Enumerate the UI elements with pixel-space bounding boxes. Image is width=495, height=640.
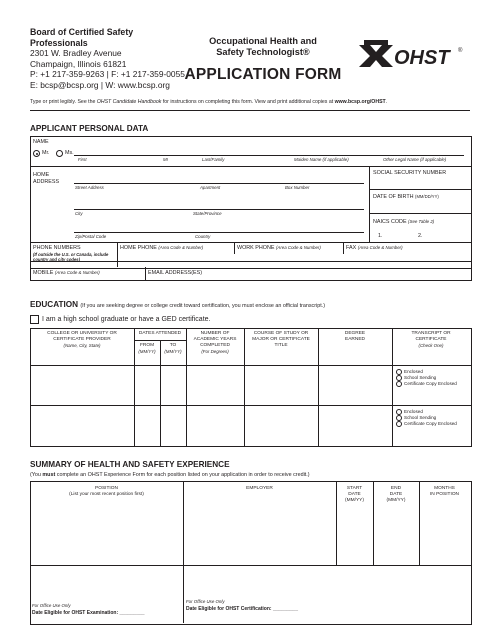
row-divider: [30, 261, 471, 262]
city-line[interactable]: [74, 209, 364, 210]
maiden-name-caption: Maiden Name (if applicable): [294, 157, 349, 162]
experience-note: (You must complete an OHST Experience Form for each position listed on your application in order to receive credit.): [30, 472, 310, 478]
organization-block: [30, 27, 185, 91]
row-divider: [369, 189, 471, 190]
instructions: Type or print legibly. See the OHST Candidate Handbook for instructions on completing this form. View and print additional copies at www.bcsp.org/OHST.: [30, 99, 388, 105]
home-phone-label: HOME PHONE (Area Code & Number): [120, 245, 204, 251]
col-degree: DEGREE EARNED: [344, 331, 366, 342]
ms-label: Ms.: [65, 150, 74, 156]
col-position: POSITION (List your most recent position first): [69, 486, 144, 497]
row-divider: [134, 340, 186, 341]
col-divider: [234, 242, 235, 254]
col-to: TO (MM/YY): [164, 343, 182, 354]
row-divider: [30, 365, 471, 366]
form-title: APPLICATION FORM: [184, 66, 342, 83]
applicant-heading: APPLICANT PERSONAL DATA: [30, 124, 149, 133]
logo-text: OHST: [394, 47, 450, 69]
office-use-cert: For Office Use Only Date Eligible for OHST Certification: _________: [186, 599, 298, 612]
address-divider: [369, 166, 370, 242]
col-divider: [183, 565, 184, 623]
col-dates: DATES ATTENDED: [138, 331, 182, 336]
zip-caption: Zip/Postal Code: [75, 234, 107, 239]
col-years: NUMBER OF ACADEMIC YEARS COMPLETED (For Degrees): [193, 331, 237, 354]
col-divider: [160, 340, 161, 446]
transcript-options-row1: Enclosed School Sending Certificate Copy Enclosed: [396, 369, 457, 388]
row-divider: [30, 565, 471, 566]
zip-line[interactable]: [74, 232, 364, 233]
org-address-1: 2301 W. Bradley Avenue: [30, 48, 122, 59]
phone-numbers-label: PHONE NUMBERS: [33, 245, 81, 251]
col-divider: [183, 481, 184, 565]
col-course: COURSE OF STUDY OR MAJOR OR CERTIFICATE TITLE: [252, 331, 310, 348]
mobile-label: MOBILE (Area Code & Number): [33, 270, 100, 276]
option-radio[interactable]: [396, 415, 402, 421]
experience-heading: SUMMARY OF HEALTH AND SAFETY EXPERIENCE: [30, 460, 230, 469]
col-start: START DATE (MM/YY): [345, 486, 364, 503]
org-contact: E: bcsp@bcsp.org | W: www.bcsp.org: [30, 79, 170, 90]
naics-2: 2.: [418, 233, 423, 239]
box-caption: Box Number: [285, 185, 310, 190]
transcript-options-row2: Enclosed School Sending Certificate Copy Enclosed: [396, 409, 457, 428]
ged-checkbox[interactable]: [30, 315, 39, 324]
col-months: MONTHS IN POSITION: [429, 486, 460, 497]
mr-label: Mr.: [42, 150, 50, 156]
row-divider: [30, 242, 471, 243]
dob-label: DATE OF BIRTH (MM/DD/YY): [373, 194, 439, 200]
col-transcript: TRANSCRIPT OR CERTIFICATE (Check One): [411, 331, 451, 348]
home-address-label: HOME ADDRESS: [33, 172, 60, 185]
street-line[interactable]: [74, 183, 364, 184]
other-legal-name-caption: Other Legal Name (if applicable): [383, 157, 447, 162]
row-divider: [369, 213, 471, 214]
mi-caption: MI: [163, 157, 168, 162]
row-divider: [30, 166, 471, 167]
country-caption: Country: [195, 234, 211, 239]
option-radio[interactable]: [396, 375, 402, 381]
col-end: END DATE (MM/YY): [386, 486, 406, 503]
fax-label: FAX (Area Code & Number): [346, 245, 403, 251]
ged-label: I am a high school graduate or have a GED certificate.: [42, 316, 211, 323]
svg-text:®: ®: [458, 48, 463, 54]
option-radio[interactable]: [396, 409, 402, 415]
work-phone-label: WORK PHONE (Area Code & Number): [237, 245, 321, 251]
org-name: Board of Certified Safety Professionals: [30, 27, 134, 48]
email-label: EMAIL ADDRESS(ES): [148, 270, 203, 276]
name-line[interactable]: [74, 155, 464, 156]
option-radio[interactable]: [396, 381, 402, 387]
office-use-exam: For Office Use Only Date Eligible for OHST Examination: _________: [32, 603, 145, 616]
apartment-caption: Apartment: [200, 185, 221, 190]
state-caption: State/Province: [193, 211, 222, 216]
ohst-url-link[interactable]: www.bcsp.org/OHST: [334, 99, 386, 105]
last-name-caption: Last/Family: [202, 157, 225, 162]
col-divider: [343, 242, 344, 254]
ohst-logo: [356, 37, 468, 75]
header-divider: [30, 110, 470, 111]
row-divider: [30, 405, 471, 406]
col-institution: COLLEGE OR UNIVERSITY OR CERTIFICATE PROVIDER (Name, City, State): [47, 331, 117, 348]
name-label: NAME: [33, 139, 49, 145]
ms-radio[interactable]: [56, 150, 63, 157]
phone-note: (If outside the U.S. or Canada, include country and city codes): [33, 252, 109, 262]
first-name-caption: First: [78, 157, 87, 162]
certification-name: Occupational Health and Safety Technologist®: [209, 36, 317, 57]
col-divider: [117, 242, 118, 267]
option-radio[interactable]: [396, 369, 402, 375]
col-from: FROM (MM/YY): [138, 343, 156, 354]
street-caption: Street Address: [75, 185, 104, 190]
col-divider: [145, 267, 146, 280]
naics-1: 1.: [378, 233, 383, 239]
option-radio[interactable]: [396, 421, 402, 427]
naics-label: NAICS CODE (See Table 2): [373, 219, 435, 225]
org-address-2: Champaign, Illinois 61821: [30, 58, 127, 69]
mr-radio[interactable]: [33, 150, 40, 157]
org-phones: P: +1 217-359-9263 | F: +1 217-359-0055: [30, 69, 185, 80]
col-divider: [318, 328, 319, 446]
col-employer: EMPLOYER: [246, 486, 273, 491]
city-caption: City: [75, 211, 83, 216]
ohst-logo-mark-icon: [356, 37, 468, 75]
education-heading: EDUCATION (If you are seeking degree or college credit toward certification, you must enclose an official transcript.): [30, 300, 326, 309]
ssn-label: SOCIAL SECURITY NUMBER: [373, 170, 447, 176]
